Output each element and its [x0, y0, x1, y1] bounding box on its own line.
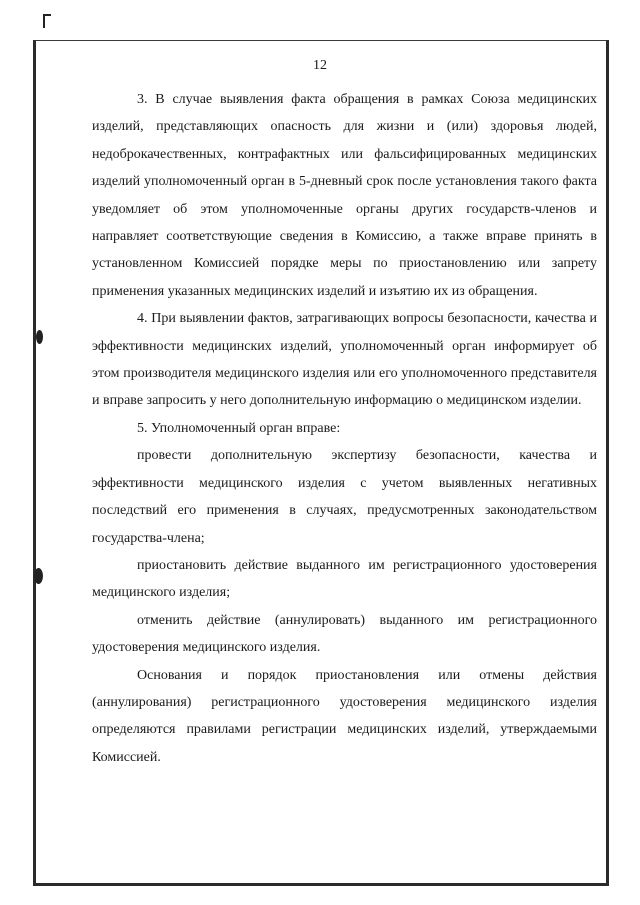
page-number: 12	[313, 58, 327, 73]
binding-hole-mark-lower	[34, 568, 43, 584]
paragraph-item-4: 4. При выявлении фактов, затрагивающих вопросы безопасности, качества и эффективности медицинских изделий, уполномоченный орган информирует об этом производителя медицинского изделия или его уполномоченного представителя и вправе запросить у него дополнительную информацию о медицинском изделии.	[92, 311, 597, 409]
binding-hole-mark-upper	[36, 330, 43, 344]
paragraph-additional-expertise: провести дополнительную экспертизу безопасности, качества и эффективности медицинского изделия с учетом выявленных негативных последствий его применения в случаях, предусмотренных законодательством государства-члена;	[92, 448, 597, 546]
paragraph-cancel-certificate: отменить действие (аннулировать) выданного им регистрационного удостоверения медицинского изделия.	[92, 612, 597, 656]
paragraph-item-3: 3. В случае выявления факта обращения в рамках Союза медицинских изделий, представляющих опасность для жизни и (или) здоровья людей, недоброкачественных, контрафактных или фальсифицированных медицинских изделий уполномоченный орган в 5-дневный срок после установления такого факта уведомляет об этом уполномоченные органы других государств-членов и направляет соответствующие сведения в Комиссию, а также вправе принять в установленном Комиссией порядке меры по приостановлению или запрету применения указанных медицинских изделий и изъятию их из обращения.	[92, 92, 597, 299]
corner-crop-mark	[43, 14, 51, 28]
paragraph-grounds-and-procedure: Основания и порядок приостановления или отмены действия (аннулирования) регистрационного удостоверения медицинского изделия определяются правилами регистрации медицинских изделий, утверждаемыми Комиссией.	[92, 667, 597, 765]
document-body	[92, 86, 597, 771]
paragraph-item-5-intro: 5. Уполномоченный орган вправе:	[137, 420, 341, 436]
paragraph-suspend-certificate: приостановить действие выданного им регистрационного удостоверения медицинского изделия;	[92, 557, 597, 601]
